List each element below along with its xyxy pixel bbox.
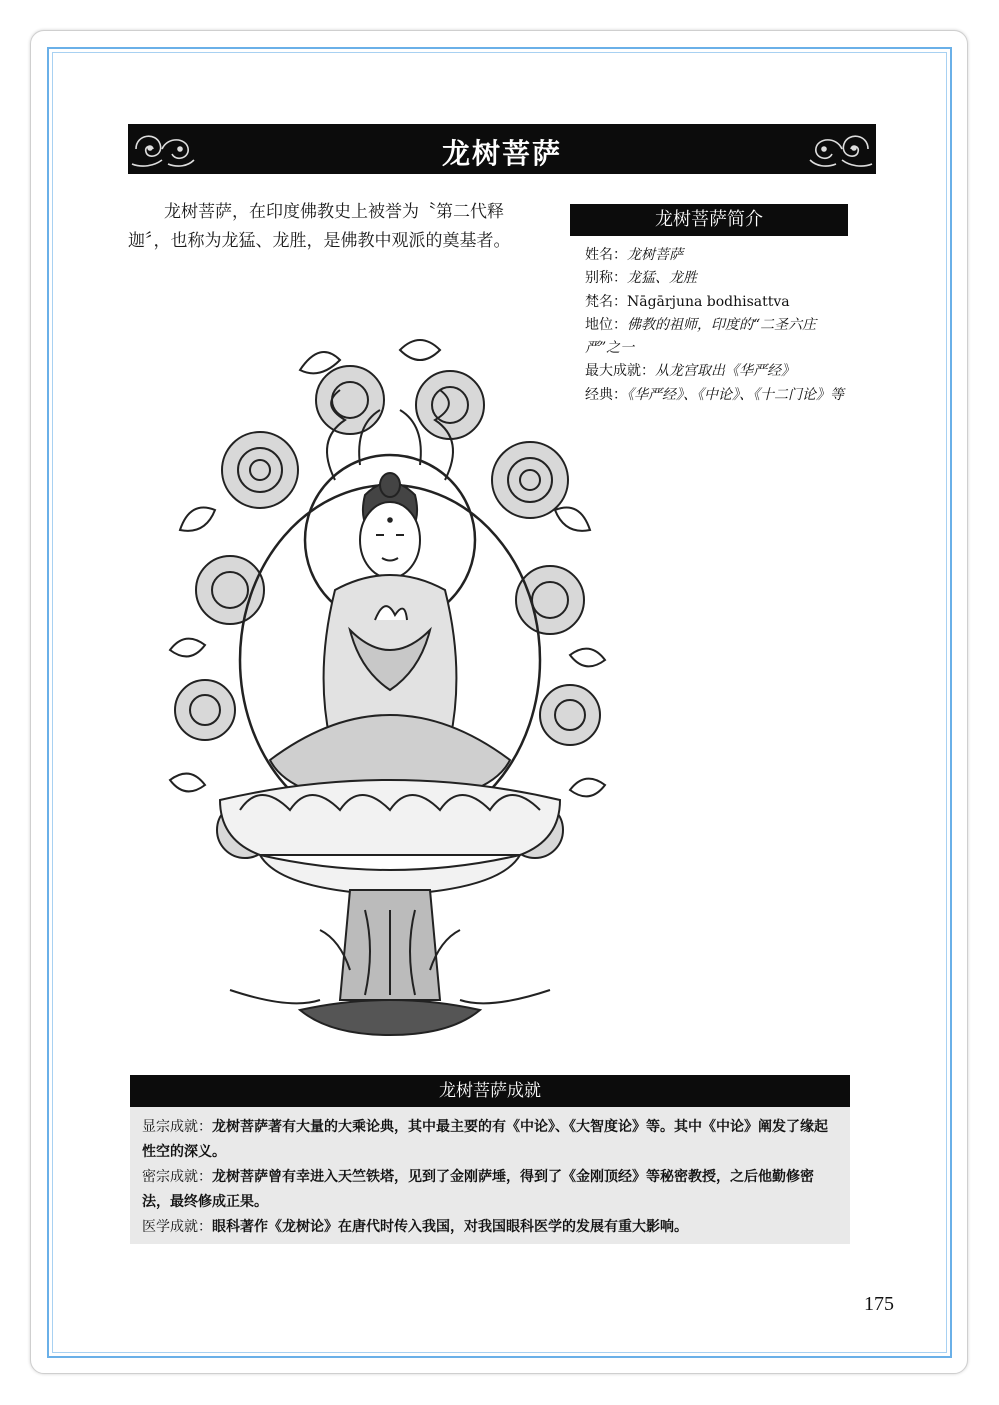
info-item-status: 地位：佛教的祖师，印度的“二圣六庄严”之一 [585,316,817,357]
achievement-esoteric: 密宗成就：龙树菩萨曾有幸进入天竺铁塔，见到了金刚萨埵，得到了《金刚顶经》等秘密教授，之后他勤修密法，最终修成正果。 [142,1169,814,1210]
intro-paragraph: 龙树菩萨，在印度佛教史上被誉为〝第二代释迦〞，也称为龙猛、龙胜，是佛教中观派的奠基者。 [128,202,511,251]
info-section-header: 龙树菩萨简介 [570,204,848,236]
info-item-sanskrit: 梵名：Nāgārjuna bodhisattva [585,293,790,310]
achievement-medical: 医学成就：眼科著作《龙树论》在唐代时传入我国，对我国眼科医学的发展有重大影响。 [142,1219,688,1235]
achievements-header: 龙树菩萨成就 [130,1075,850,1107]
page-number: 175 [864,1293,894,1315]
info-item-alias: 别称：龙猛、龙胜 [585,270,697,287]
dragon-ornament-right-icon [806,124,876,174]
achievements-box [130,1107,850,1244]
info-item-achievement: 最大成就：从龙宫取出《华严经》 [585,363,795,380]
page-title: 龙树菩萨 [441,137,562,170]
info-item-name: 姓名：龙树菩萨 [585,247,683,263]
achievement-exoteric: 显宗成就：龙树菩萨著有大量的大乘论典，其中最主要的有《中论》、《大智度论》等。其中《中论》阐发了缘起性空的深义。 [142,1119,828,1160]
info-item-scriptures: 经典：《华严经》、《中论》、《十二门论》等 [585,386,844,403]
title-banner [128,124,876,174]
info-list [585,244,845,407]
nagarjuna-illustration [150,330,620,1040]
